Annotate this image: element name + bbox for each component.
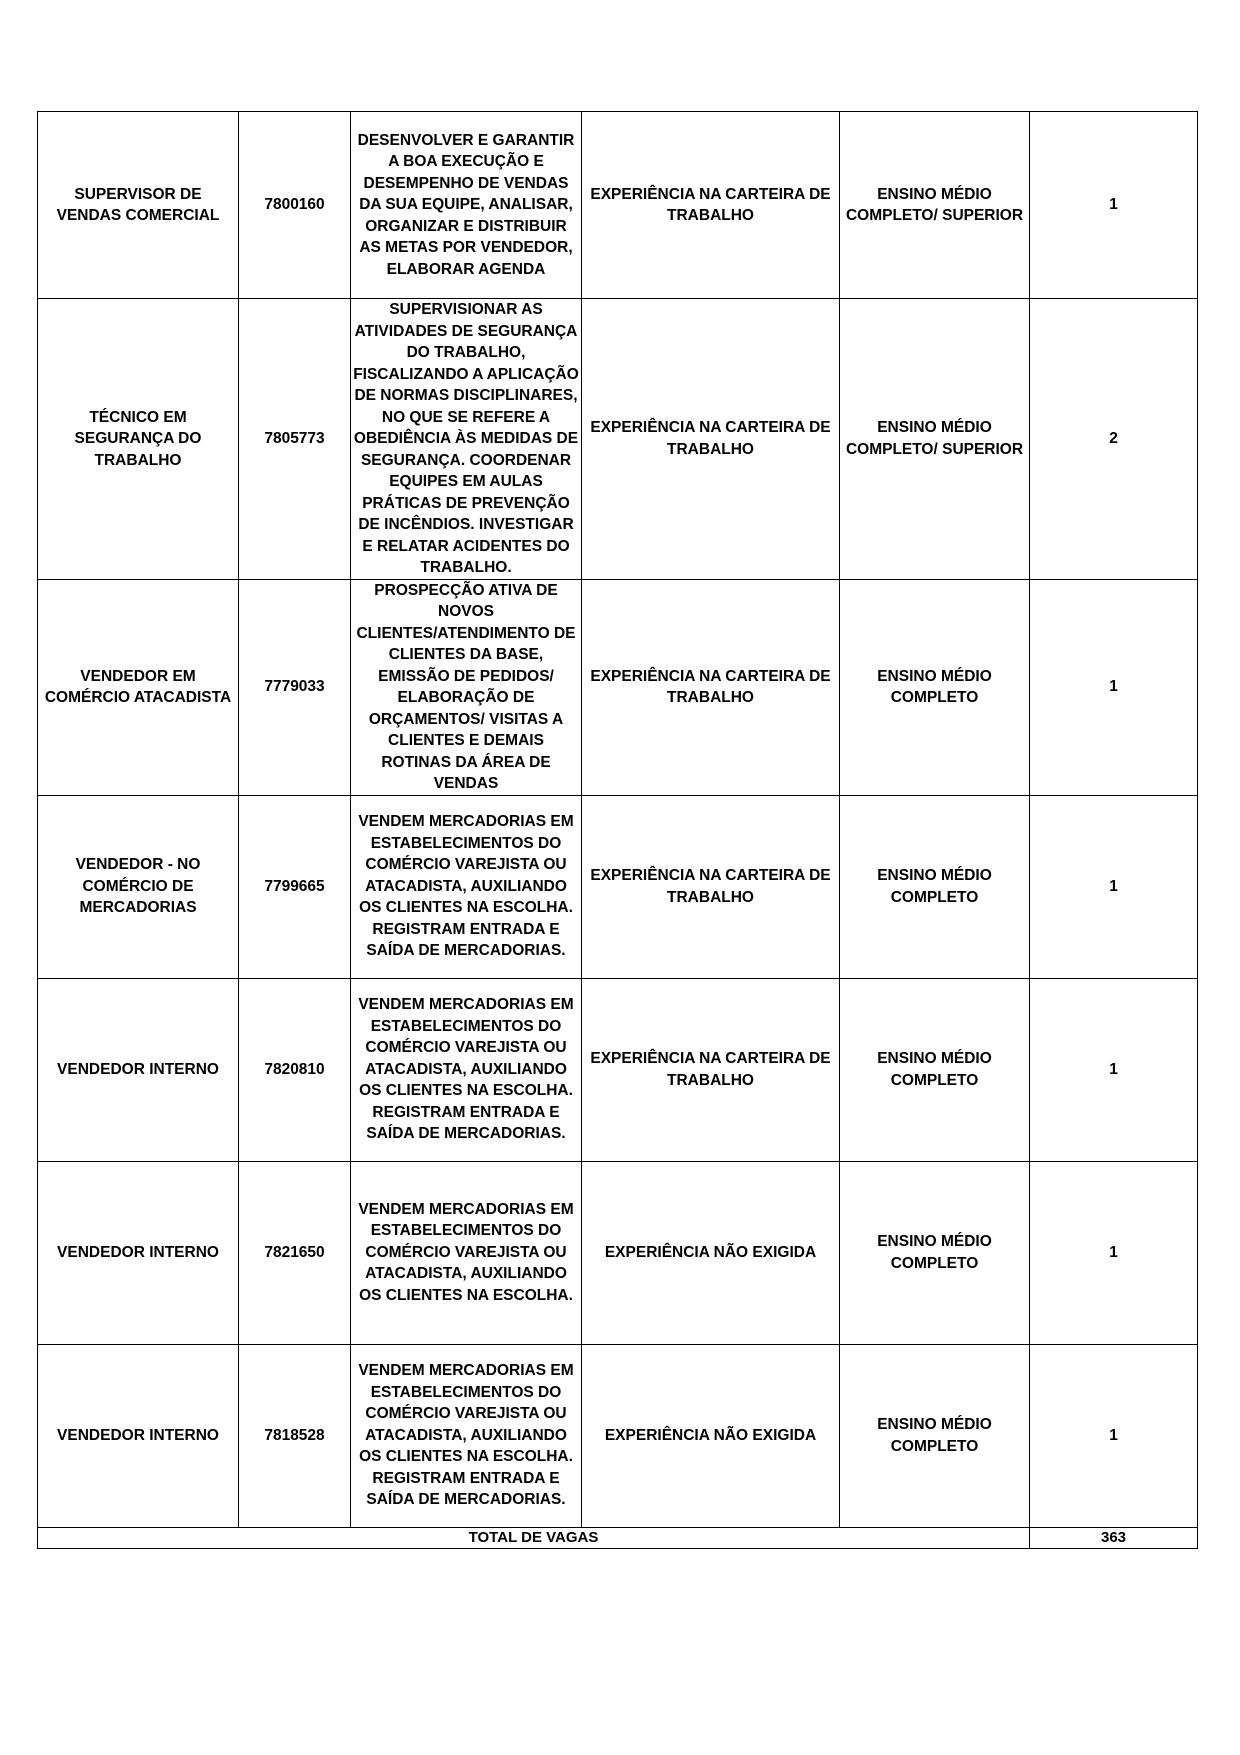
vacancies-cell: 1 — [1030, 1161, 1198, 1344]
job-description-cell: SUPERVISIONAR AS ATIVIDADES DE SEGURANÇA DO TRABALHO, FISCALIZANDO A APLICAÇÃO DE NORMAS DISCIPLINARES, NO QUE SE REFERE A OBEDIÊNCIA ÀS MEDIDAS DE SEGURANÇA. COORDENAR EQUIPES EM AULAS PRÁTICAS DE PREVENÇÃO DE INCÊNDIOS. INVESTIGAR E RELATAR ACIDENTES DO TRABALHO. — [351, 299, 582, 580]
vacancies-cell: 2 — [1030, 299, 1198, 580]
job-title-cell: TÉCNICO EM SEGURANÇA DO TRABALHO — [38, 299, 239, 580]
job-title-cell: VENDEDOR INTERNO — [38, 1161, 239, 1344]
vacancies-cell: 1 — [1030, 795, 1198, 978]
experience-cell: EXPERIÊNCIA NÃO EXIGIDA — [582, 1344, 840, 1527]
education-cell: ENSINO MÉDIO COMPLETO/ SUPERIOR — [840, 299, 1030, 580]
job-code-cell: 7805773 — [239, 299, 351, 580]
education-cell: ENSINO MÉDIO COMPLETO — [840, 1344, 1030, 1527]
table-row — [38, 299, 1198, 580]
education-cell: ENSINO MÉDIO COMPLETO — [840, 579, 1030, 795]
job-description-cell: DESENVOLVER E GARANTIR A BOA EXECUÇÃO E DESEMPENHO DE VENDAS DA SUA EQUIPE, ANALISAR, ORGANIZAR E DISTRIBUIR AS METAS POR VENDEDOR, ELABORAR AGENDA — [351, 112, 582, 299]
job-description-cell: VENDEM MERCADORIAS EM ESTABELECIMENTOS DO COMÉRCIO VAREJISTA OU ATACADISTA, AUXILIANDO OS CLIENTES NA ESCOLHA. REGISTRAM ENTRADA E SAÍDA DE MERCADORIAS. — [351, 795, 582, 978]
table-row — [38, 112, 1198, 299]
job-title-cell: SUPERVISOR DE VENDAS COMERCIAL — [38, 112, 239, 299]
job-code-cell: 7799665 — [239, 795, 351, 978]
job-title-cell: VENDEDOR - NO COMÉRCIO DE MERCADORIAS — [38, 795, 239, 978]
experience-cell: EXPERIÊNCIA NA CARTEIRA DE TRABALHO — [582, 978, 840, 1161]
vacancies-cell: 1 — [1030, 978, 1198, 1161]
experience-cell: EXPERIÊNCIA NA CARTEIRA DE TRABALHO — [582, 795, 840, 978]
total-label: TOTAL DE VAGAS — [38, 1527, 1030, 1548]
vacancies-cell: 1 — [1030, 1344, 1198, 1527]
education-cell: ENSINO MÉDIO COMPLETO — [840, 978, 1030, 1161]
education-cell: ENSINO MÉDIO COMPLETO/ SUPERIOR — [840, 112, 1030, 299]
experience-cell: EXPERIÊNCIA NA CARTEIRA DE TRABALHO — [582, 112, 840, 299]
experience-cell: EXPERIÊNCIA NÃO EXIGIDA — [582, 1161, 840, 1344]
job-code-cell: 7800160 — [239, 112, 351, 299]
total-row — [38, 1527, 1198, 1548]
education-cell: ENSINO MÉDIO COMPLETO — [840, 1161, 1030, 1344]
job-description-cell: VENDEM MERCADORIAS EM ESTABELECIMENTOS DO COMÉRCIO VAREJISTA OU ATACADISTA, AUXILIANDO OS CLIENTES NA ESCOLHA. — [351, 1161, 582, 1344]
table-row — [38, 1161, 1198, 1344]
job-code-cell: 7779033 — [239, 579, 351, 795]
experience-cell: EXPERIÊNCIA NA CARTEIRA DE TRABALHO — [582, 579, 840, 795]
table-row — [38, 795, 1198, 978]
job-openings-table — [37, 111, 1198, 1549]
table-row — [38, 978, 1198, 1161]
job-title-cell: VENDEDOR INTERNO — [38, 1344, 239, 1527]
education-cell: ENSINO MÉDIO COMPLETO — [840, 795, 1030, 978]
total-value: 363 — [1030, 1527, 1198, 1548]
job-code-cell: 7821650 — [239, 1161, 351, 1344]
job-code-cell: 7818528 — [239, 1344, 351, 1527]
job-code-cell: 7820810 — [239, 978, 351, 1161]
experience-cell: EXPERIÊNCIA NA CARTEIRA DE TRABALHO — [582, 299, 840, 580]
vacancies-cell: 1 — [1030, 112, 1198, 299]
table-row — [38, 1344, 1198, 1527]
job-description-cell: PROSPECÇÃO ATIVA DE NOVOS CLIENTES/ATENDIMENTO DE CLIENTES DA BASE, EMISSÃO DE PEDIDOS/ ELABORAÇÃO DE ORÇAMENTOS/ VISITAS A CLIENTES E DEMAIS ROTINAS DA ÁREA DE VENDAS — [351, 579, 582, 795]
job-title-cell: VENDEDOR EM COMÉRCIO ATACADISTA — [38, 579, 239, 795]
vacancies-cell: 1 — [1030, 579, 1198, 795]
job-description-cell: VENDEM MERCADORIAS EM ESTABELECIMENTOS DO COMÉRCIO VAREJISTA OU ATACADISTA, AUXILIANDO OS CLIENTES NA ESCOLHA. REGISTRAM ENTRADA E SAÍDA DE MERCADORIAS. — [351, 1344, 582, 1527]
table-row — [38, 579, 1198, 795]
job-title-cell: VENDEDOR INTERNO — [38, 978, 239, 1161]
job-description-cell: VENDEM MERCADORIAS EM ESTABELECIMENTOS DO COMÉRCIO VAREJISTA OU ATACADISTA, AUXILIANDO OS CLIENTES NA ESCOLHA. REGISTRAM ENTRADA E SAÍDA DE MERCADORIAS. — [351, 978, 582, 1161]
